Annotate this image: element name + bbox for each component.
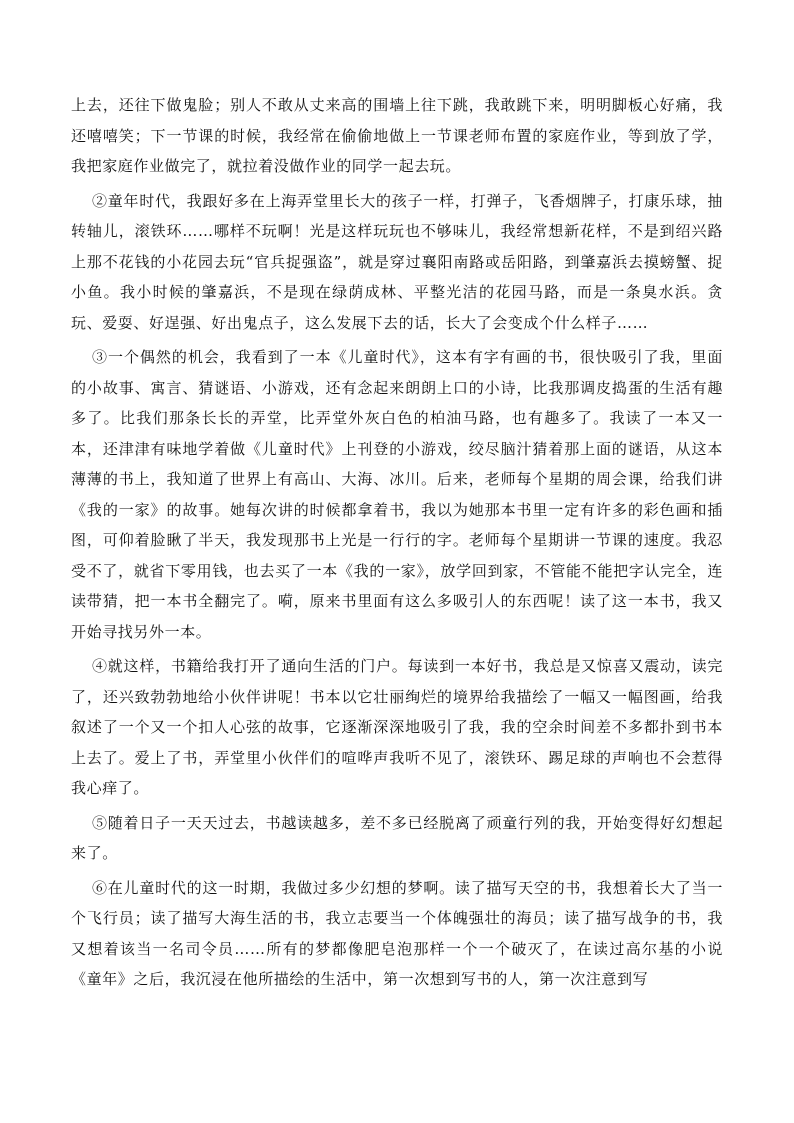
- paragraph-3: ③一个偶然的机会，我看到了一本《儿童时代》，这本有字有画的书，很快吸引了我，里面的小故事、寓言、猜谜语、小游戏，还有念起来朗朗上口的小诗，比我那调皮捣蛋的生活有趣多了。比我们那条长长的弄堂，比弄堂外灰白色的柏油马路，也有趣多了。我读了一本又一本，还津津有味地学着做《儿童时代》上刊登的小游戏，绞尽脑汁猜着那上面的谜语，从这本薄薄的书上，我知道了世界上有高山、大海、冰川。后来，老师每个星期的周会课，给我们讲《我的一家》的故事。她每次讲的时候都拿着书，我以为她那本书里一定有许多的彩色画和插图，可仰着脸瞅了半天，我发现那书上光是一行行的字。老师每个星期讲一节课的速度。我忍受不了，就省下零用钱，也去买了一本《我的一家》，放学回到家，不管能不能把字认完全，连读带猜，把一本书全翻完了。嗬，原来书里面有这么多吸引人的东西呢！读了这一本书，我又开始寻找另外一本。: [71, 348, 723, 641]
- paragraph-6: ⑥在儿童时代的这一时期，我做过多少幻想的梦啊。读了描写天空的书，我想着长大了当一个飞行员；读了描写大海生活的书，我立志要当一个体魄强壮的海员；读了描写战争的书，我又想着该当一名司令员……所有的梦都像肥皂泡那样一个一个破灭了，在读过高尔基的小说《童年》之后，我沉浸在他所描绘的生活中，第一次想到写书的人，第一次注意到写: [71, 878, 723, 988]
- paragraph-continued: 上去，还往下做鬼脸；别人不敢从丈来高的围墙上往下跳，我敢跳下来，明明脚板心好痛，我还嘻嘻笑；下一节课的时候，我经常在偷偷地做上一节课老师布置的家庭作业，等到放了学，我把家庭作业做完了，就拉着没做作业的同学一起去玩。: [71, 96, 723, 175]
- document-body: [71, 90, 723, 999]
- paragraph-5: ⑤随着日子一天天过去，书越读越多，差不多已经脱离了顽童行列的我，开始变得好幻想起来了。: [71, 813, 723, 862]
- paragraph-2: ②童年时代，我跟好多在上海弄堂里长大的孩子一样，打弹子，飞香烟牌子，打康乐球，抽转轴儿，滚铁环……哪样不玩啊！光是这样玩玩也不够味儿，我经常想新花样，不是到绍兴路上那不花钱的小花园去玩“官兵捉强盗”，就是穿过襄阳南路或岳阳路，到肇嘉浜去摸螃蟹、捉小鱼。我小时候的肇嘉浜，不是现在绿荫成林、平整光洁的花园马路，而是一条臭水浜。贪玩、爱耍、好逞强、好出鬼点子，这么发展下去的话，长大了会变成个什么样子……: [71, 191, 723, 332]
- paragraph-4: ④就这样，书籍给我打开了通向生活的门户。每读到一本好书，我总是又惊喜又震动，读完了，还兴致勃勃地给小伙伴讲呢！书本以它壮丽绚烂的境界给我描绘了一幅又一幅图画，给我叙述了一个又一个扣人心弦的故事，它逐渐深深地吸引了我，我的空余时间差不多都扑到书本上去了。爱上了书，弄堂里小伙伴们的喧哗声我听不见了，滚铁环、踢足球的声响也不会惹得我心痒了。: [71, 657, 723, 797]
